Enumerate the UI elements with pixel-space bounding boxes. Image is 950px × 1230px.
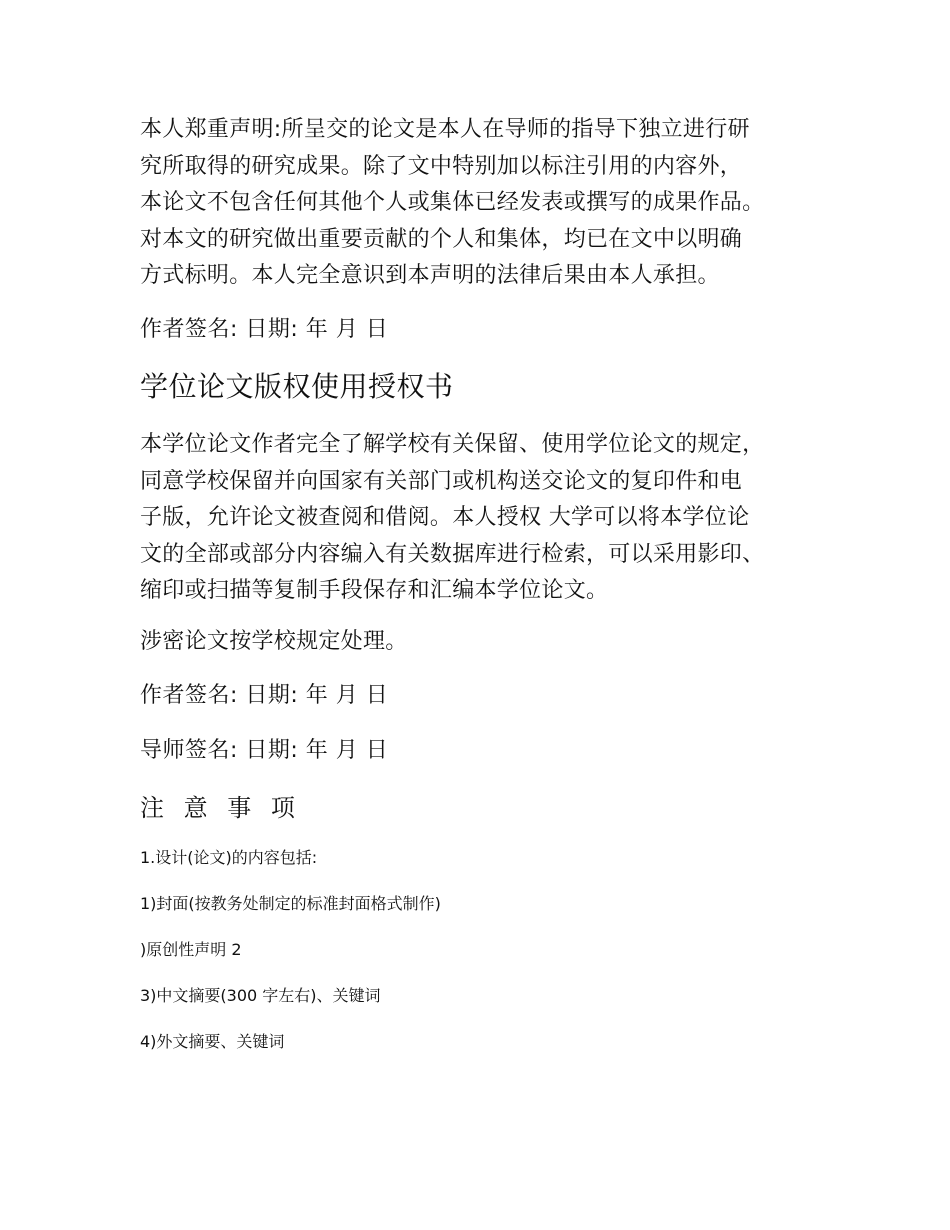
classified-thesis-note: 涉密论文按学校规定处理。 — [140, 628, 408, 654]
declaration-line: 方式标明。本人完全意识到本声明的法律后果由本人承担。 — [140, 263, 720, 288]
authorization-line: 本学位论文作者完全了解学校有关保留、使用学位论文的规定， — [140, 432, 765, 457]
notice-title: 注 意 事 项 — [140, 794, 301, 822]
authorization-title: 学位论文版权使用授权书 — [140, 370, 454, 403]
authorization-advisor-signature-line: 导师签名: 日期: 年 月 日 — [140, 737, 389, 763]
notice-item: 4)外文摘要、关键词 — [140, 1032, 285, 1051]
authorization-line: 缩印或扫描等复制手段保存和汇编本学位论文。 — [140, 578, 609, 603]
declaration-author-signature-line: 作者签名: 日期: 年 月 日 — [140, 316, 389, 342]
notice-item: 1.设计(论文)的内容包括: — [140, 848, 318, 867]
notice-item: 3)中文摘要(300 字左右)、关键词 — [140, 986, 381, 1005]
originality-declaration-paragraph — [140, 112, 820, 295]
authorization-author-signature-line: 作者签名: 日期: 年 月 日 — [140, 683, 389, 708]
authorization-line: 子版，允许论文被查阅和借阅。本人授权 大学可以将本学位论 — [140, 505, 750, 530]
authorization-paragraph — [140, 427, 820, 610]
authorization-line: 同意学校保留并向国家有关部门或机构送交论文的复印件和电 — [140, 468, 743, 494]
declaration-line: 本论文不包含任何其他个人或集体已经发表或撰写的成果作品。 — [140, 190, 765, 215]
declaration-line: 究所取得的研究成果。除了文中特别加以标注引用的内容外， — [140, 153, 743, 179]
notice-item: 1)封面(按教务处制定的标准封面格式制作) — [140, 894, 441, 913]
declaration-line: 本人郑重声明:所呈交的论文是本人在导师的指导下独立进行研 — [140, 117, 750, 142]
notice-item: )原创性声明 2 — [140, 940, 242, 959]
authorization-line: 文的全部或部分内容编入有关数据库进行检索，可以采用影印、 — [140, 541, 765, 567]
declaration-line: 对本文的研究做出重要贡献的个人和集体，均已在文中以明确 — [140, 226, 743, 252]
